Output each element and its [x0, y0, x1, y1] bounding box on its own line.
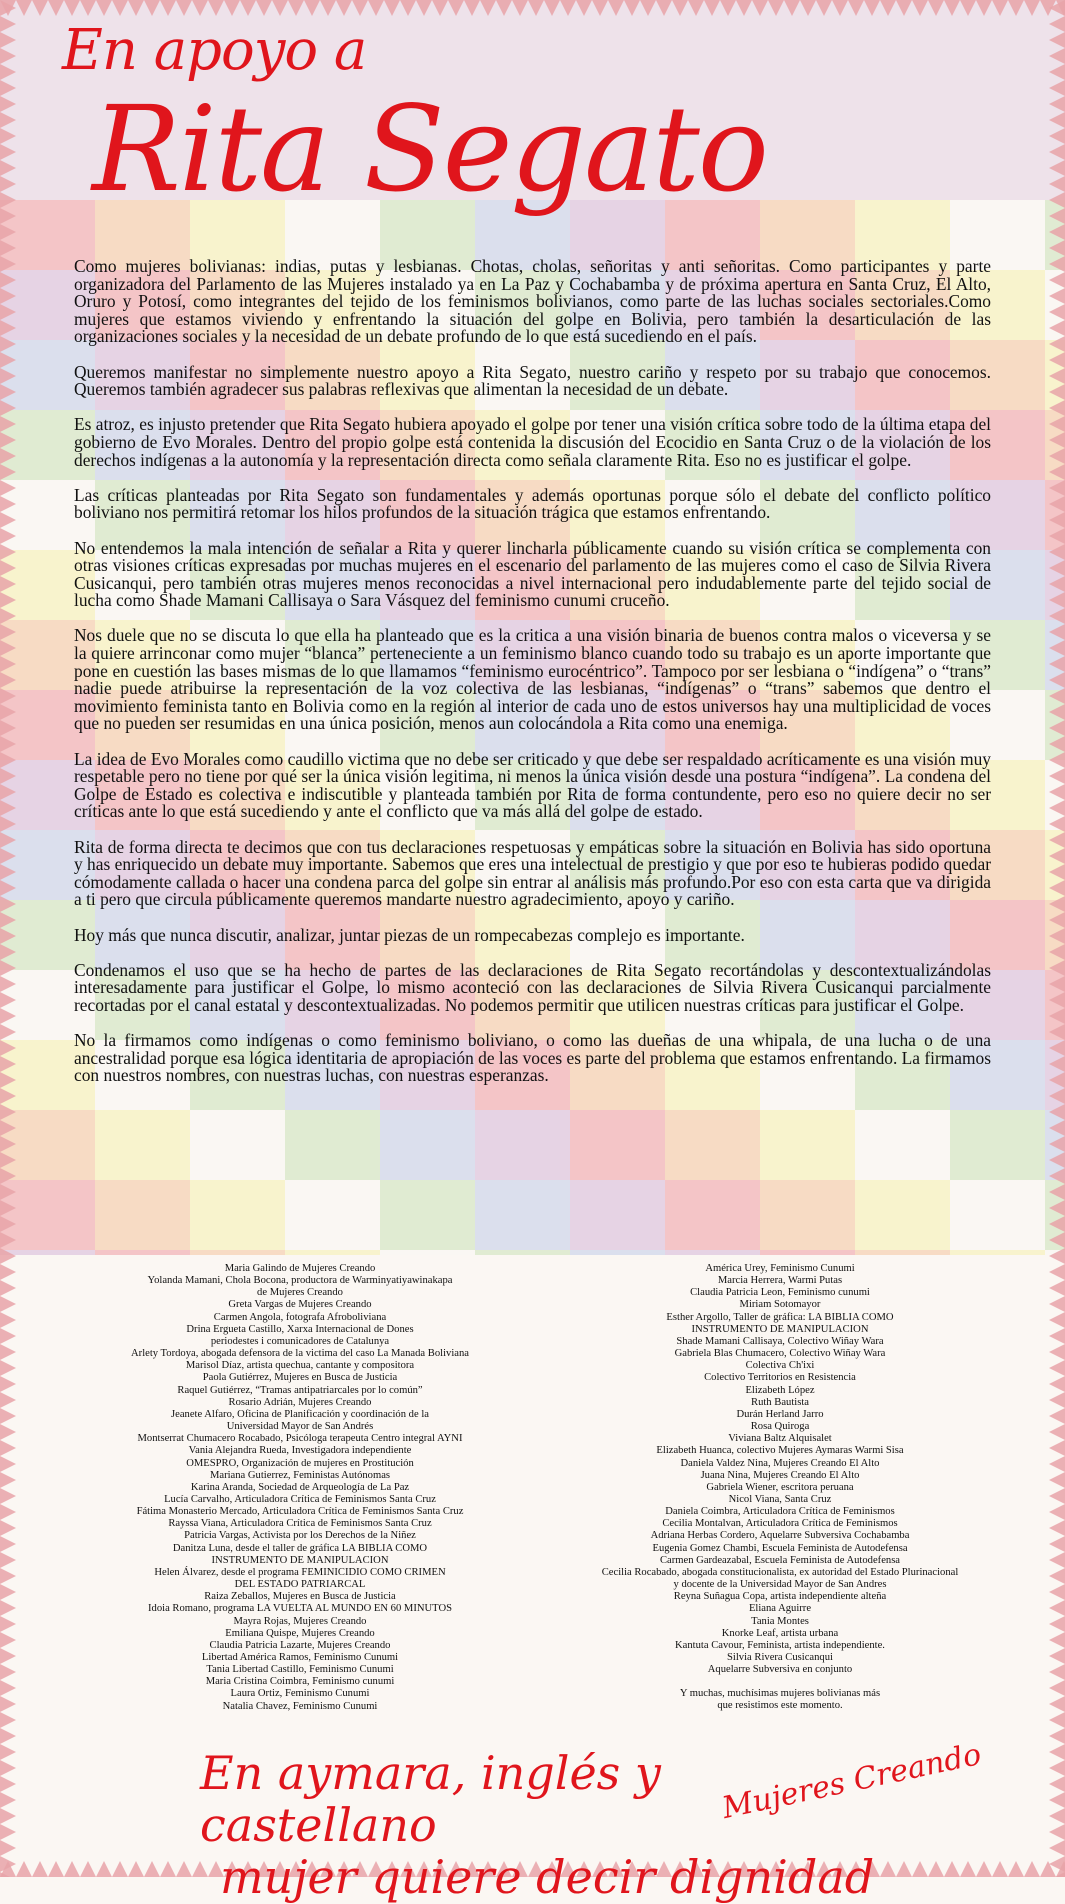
letter-paragraph: Es atroz, es injusto pretender que Rita Segato hubiera apoyado el golpe por tener una visión crítica sobre todo de la última etapa del gobierno de Evo Morales. Dentro del propio golpe está contenida la discusión del Ecocidio en Santa Cruz o de la violación de los derechos indígenas a la autonomía y la representación directa como señala claramente Rita. Eso no es justificar el golpe. [74, 414, 991, 470]
signature-line: Marcia Herrera, Warmi Putas [717, 1275, 843, 1287]
closing-note-line: Y muchas, muchísimas mujeres bolivianas más [679, 1688, 881, 1700]
signature-line: Eugenia Gomez Chambi, Escuela Feminista de Autodefensa [652, 1542, 908, 1554]
signature-line: Rayssa Viana, Articuladora Crítica de Feminismos Santa Cruz [168, 1518, 432, 1530]
signature-line: Miriam Sotomayor [739, 1299, 821, 1311]
signature-line: Emiliana Quispe, Mujeres Creando [225, 1627, 375, 1639]
signature-line: y docente de la Universidad Mayor de San Andres [673, 1579, 887, 1591]
signature-line: Maria Galindo de Mujeres Creando [224, 1263, 376, 1274]
signature-line: Raiza Zeballos, Mujeres en Busca de Justicia [204, 1591, 396, 1603]
signature-line: Karina Aranda, Sociedad de Arqueología de La Paz [190, 1481, 410, 1493]
footer-signature: Mujeres Creando [719, 1736, 985, 1827]
signature-line: Rosa Quiroga [750, 1421, 810, 1433]
signature-line: Carmen Angola, fotografa Afroboliviana [213, 1311, 387, 1323]
footer-line-2: mujer quiere decir dignidad [220, 1850, 875, 1904]
signature-line: INSTRUMENTO DE MANIPULACION [211, 1554, 389, 1566]
header-kicker: En apoyo a [62, 18, 367, 83]
closing-note-line: que resistimos este momento. [717, 1700, 843, 1712]
letter-paragraph: Nos duele que no se discuta lo que ella ha planteado que es la critica a una visión binaria de buenos contra malos o viceversa y se la quiere arrinconar como mujer “blanca” perteneciente a un feminismo blanco cuando todo su trabajo es un aporte importante que pone en cuestión las bases mismas de lo que llamamos “feminismo eurocéntrico”. Tampoco por ser lesbiana o “indígena” o “trans” nadie puede atribuirse la representación de la voz colectiva de las lesbianas, “indígenas” o “trans” sabemos que dentro el movimiento feminista tanto en Bolivia como en la región al interior de cada uno de estos universos hay una multiplicidad de voces que no pueden ser resumidas en una única posición, menos aun colocándola a Rita como una enemiga. [74, 625, 991, 734]
signature-line: Eliana Aguirre [748, 1603, 812, 1615]
signature-line: de Mujeres Creando [257, 1287, 343, 1299]
signature-line: Shade Mamani Callisaya, Colectivo Wiñay Wara [676, 1335, 884, 1347]
signature-line: Maria Cristina Coimbra, Feminismo cunumi [205, 1676, 395, 1688]
signature-line: Fátima Monasterio Mercado, Articuladora Crítica de Feminismos Santa Cruz [136, 1506, 464, 1518]
signature-line: Durán Herland Jarro [736, 1408, 824, 1420]
signature-line: Marisol Díaz, artista quechua, cantante y compositora [185, 1360, 415, 1372]
signature-line: Laura Ortiz, Feminismo Cunumi [230, 1688, 370, 1700]
signature-line: Mayra Rojas, Mujeres Creando [233, 1615, 367, 1627]
signature-line: Colectiva Ch'ixi [745, 1360, 815, 1372]
signature-line: Reyna Suñagua Copa, artista independiente alteña [673, 1591, 887, 1603]
signature-line: Montserrat Chumacero Rocabado, Psicóloga terapeuta Centro integral AYNI [137, 1433, 463, 1445]
signature-line: Helen Álvarez, desde el programa FEMINICIDIO COMO CRIMEN [154, 1566, 446, 1578]
letter-paragraph: Queremos manifestar no simplemente nuestro apoyo a Rita Segato, nuestro cariño y respeto por su trabajo que conocemos. Queremos también agradecer sus palabras reflexivas que alimentan la necesidad de un debate. [74, 361, 991, 400]
signature-line: Nicol Viana, Santa Cruz [728, 1493, 832, 1505]
signature-line: Greta Vargas de Mujeres Creando [228, 1299, 372, 1311]
signature-line: Juana Nina, Mujeres Creando El Alto [700, 1469, 860, 1481]
signature-line: Drina Ergueta Castillo, Xarxa Internacional de Dones [186, 1323, 414, 1335]
signature-line: Rosario Adrián, Mujeres Creando [228, 1396, 372, 1408]
signature-line: Yolanda Mamani, Chola Bocona, productora de Warminyatiyawinakapa [147, 1275, 453, 1287]
letter-paragraph: Las críticas planteadas por Rita Segato son fundamentales y además oportunas porque sólo el debate del conflicto político boliviano nos permitirá retomar los hilos profundos de la situación trágica que estamos enfrentando. [74, 484, 991, 523]
signature-line: Natalia Chavez, Feminismo Cunumi [222, 1700, 378, 1712]
signature-line: Knorke Leaf, artista urbana [721, 1627, 839, 1639]
letter-paragraph: No la firmamos como indígenas o como feminismo boliviano, o como las dueñas de una whipala, de una lucha o de una ancestralidad porque esa lógica identitaria de apropiación de las voces es parte del problema que estamos enfrentando. La firmamos con nuestros nombres, con nuestras luchas, con nuestras esperanzas. [74, 1030, 991, 1086]
signature-line: Elizabeth Huanca, colectivo Mujeres Aymaras Warmi Sisa [656, 1445, 904, 1457]
signature-line: OMESPRO, Organización de mujeres en Prostitución [186, 1457, 414, 1469]
signature-line: Jeanete Alfaro, Oficina de Planificación y coordinación de la [171, 1408, 429, 1420]
footer-line-1: En aymara, inglés y castellano [200, 1746, 661, 1852]
signature-line: Danitza Luna, desde el taller de gráfica LA BIBLIA COMO [172, 1542, 428, 1554]
letter-paragraph: La idea de Evo Morales como caudillo victima que no debe ser criticado y que debe ser respaldado acríticamente es una visión muy respetable pero no tiene por qué ser la única visión legitima, ni menos la única visión desde una postura “indígena”. La condena del Golpe de Estado es colectiva e indiscutible y planteada también por Rita de forma contundente, pero eso no quiere decir no ser críticas ante lo que está sucediendo y ante el conflicto que va más allá del golpe de estado. [74, 748, 991, 822]
letter-paragraph: Rita de forma directa te decimos que con tus declaraciones respetuosas y empáticas sobre la situación en Bolivia has sido oportuna y has enriquecido un debate muy importante. Sabemos que eres una intelectual de prestigio y que por eso te hubieras podido quedar cómodamente callada o hacer una condena parca del golpe sin entrar al análisis más profundo.Por eso con esta carta que va dirigida a ti pero que circula públicamente queremos mandarte nuestro agradecimiento, apoyo y cariño. [74, 836, 991, 910]
signature-line: Carmen Gardeazabal, Escuela Feminista de Autodefensa [659, 1554, 901, 1566]
signature-line: Gabriela Wiener, escritora peruana [706, 1481, 854, 1493]
signature-line: Elizabeth López [745, 1384, 815, 1396]
signature-line: Vania Alejandra Rueda, Investigadora independiente [188, 1445, 412, 1457]
signature-line: Ruth Bautista [751, 1396, 809, 1408]
header-title: Rita Segato [92, 80, 767, 218]
letter-paragraph: Condenamos el uso que se ha hecho de partes de las declaraciones de Rita Segato recortándolas y descontextualizándolas interesadamente para justificar el Golpe, lo mismo aconteció con las declaraciones de Silvia Rivera Cusicanqui parcialmente recortadas por el canal estatal y descontextualizadas. No podemos permitir que utilicen nuestras críticas para justificar el Golpe. [74, 959, 991, 1015]
signature-line: Tania Montes [751, 1615, 809, 1627]
signature-line: Claudia Patricia Lazarte, Mujeres Creando [209, 1639, 391, 1651]
signature-line: DEL ESTADO PATRIARCAL [234, 1579, 366, 1591]
signature-line: Mariana Gutierrez, Feministas Autónomas [209, 1469, 391, 1481]
spacer [535, 1676, 1025, 1688]
signature-line: Idoia Romano, programa LA VUELTA AL MUNDO EN 60 MINUTOS [148, 1603, 452, 1615]
letter-body [74, 258, 991, 1103]
signatures-right-column [535, 1263, 1025, 1713]
signature-line: Paola Gutiérrez, Mujeres en Busca de Justicia [202, 1372, 398, 1384]
signature-line: Claudia Patricia Leon, Feminismo cunumi [690, 1287, 870, 1299]
signature-line: Colectivo Territorios en Resistencia [704, 1372, 856, 1384]
signature-line: Arlety Tordoya, abogada defensora de la victima del caso La Manada Boliviana [131, 1348, 469, 1360]
signature-line: Tania Libertad Castillo, Feminismo Cunumi [206, 1664, 394, 1676]
signature-line: Esther Argollo, Taller de gráfica: LA BIBLIA COMO [666, 1311, 894, 1323]
signature-line: Daniela Coimbra, Articuladora Crítica de Feminismos [665, 1506, 895, 1518]
signature-line: Libertad América Ramos, Feminismo Cunumi [201, 1652, 399, 1663]
signature-line: Cecilia Rocabado, abogada constitucionalista, ex autoridad del Estado Plurinacional [601, 1566, 959, 1578]
signature-line: América Urey, Feminismo Cunumi [705, 1263, 855, 1274]
signature-line: Patricia Vargas, Activista por los Derechos de la Niñez [184, 1530, 416, 1542]
signature-line: Kantuta Cavour, Feminista, artista independiente. [675, 1639, 885, 1651]
signatures-left-column [75, 1263, 525, 1713]
signature-line: Raquel Gutiérrez, “Tramas antipatriarcales por lo común” [177, 1384, 423, 1396]
signature-line: Viviana Baltz Alquisalet [728, 1433, 832, 1445]
signature-line: Adriana Herbas Cordero, Aquelarre Subversiva Cochabamba [650, 1530, 910, 1542]
signature-line: Universidad Mayor de San Andrés [226, 1421, 374, 1433]
letter-paragraph: Como mujeres bolivianas: indias, putas y lesbianas. Chotas, cholas, señoritas y anti señoritas. Como participantes y parte organizadora del Parlamento de las Mujeres instalado ya en La Paz y Cochabamba y de próxima apertura en Santa Cruz, El Alto, Oruro y Potosí, como integrantes del tejido de los feminismos bolivianos, como parte de las luchas sociales sectoriales.Como mujeres que estamos viviendo y enfrentando la situación del golpe en Bolivia, pero también la desarticulación de las organizaciones sociales y la necesidad de un debate profundo de lo que está sucediendo en el país. [74, 256, 991, 347]
footer-slogan [200, 1747, 900, 1903]
signature-line: periodestes i comunicadores de Catalunya [210, 1335, 390, 1347]
signature-line: Gabriela Blas Chumacero, Colectivo Wiñay Wara [674, 1348, 886, 1360]
signature-line: Aquelarre Subversiva en conjunto [707, 1664, 853, 1676]
signature-line: Lucía Carvalho, Articuladora Crítica de Feminismos Santa Cruz [164, 1493, 436, 1505]
signature-line: INSTRUMENTO DE MANIPULACION [691, 1323, 869, 1335]
letter-paragraph: Hoy más que nunca discutir, analizar, juntar piezas de un rompecabezas complejo es importante. [74, 924, 745, 945]
signature-line: Silvia Rivera Cusicanqui [727, 1652, 833, 1663]
signature-line: Daniela Valdez Nina, Mujeres Creando El Alto [680, 1457, 880, 1469]
letter-paragraph: No entendemos la mala intención de señalar a Rita y querer lincharla públicamente cuando su visión crítica se complementa con otras visiones críticas expresadas por muchas mujeres en el escenario del parlamento de las mujeres como el caso de Silvia Rivera Cusicanqui, pero también otras mujeres menos reconocidas a nivel internacional pero indudablemente parte del tejido social de lucha como Shade Mamani Callisaya o Sara Vásquez del feminismo cunumi cruceño. [74, 537, 991, 611]
signature-line: Cecilia Montalvan, Articuladora Crítica de Feminismos [662, 1518, 898, 1530]
